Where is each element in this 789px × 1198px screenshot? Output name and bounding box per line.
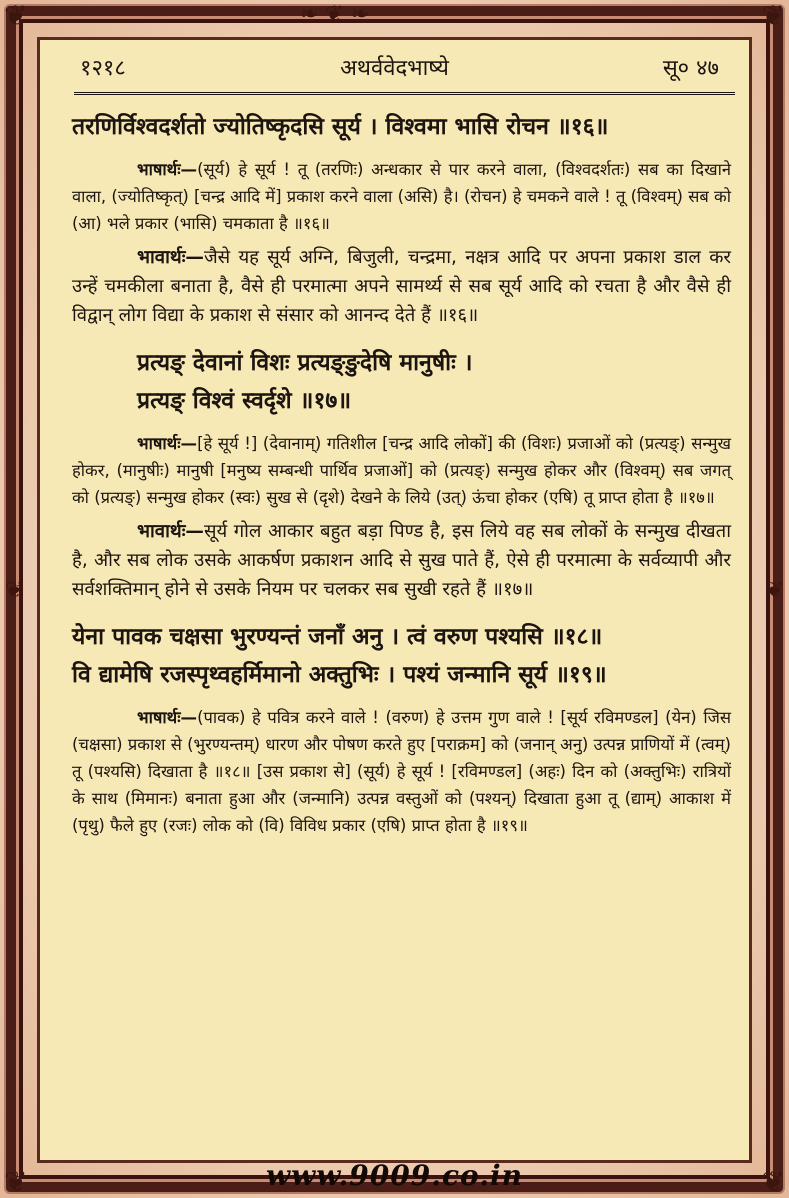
corner-flourish-icon: ❦ bbox=[761, 0, 785, 32]
bhashyartha-17 bbox=[72, 430, 731, 511]
corner-flourish-icon: ❦ bbox=[761, 1165, 785, 1198]
bhavarth-17 bbox=[72, 517, 731, 604]
bhavarth-label: भावार्थः— bbox=[137, 247, 204, 268]
corner-flourish-icon: ❦ bbox=[4, 0, 28, 32]
page-number: १२१८ bbox=[80, 56, 126, 81]
bhashyartha-text: (सूर्य) हे सूर्य ! तू (तरणिः) अन्धकार से पार करने वाला, (विश्वदर्शतः) सब का दिखाने वाला, (ज्योतिष्कृत्) [चन्द्र आदि में] प्रकाश करने वाला (असि) है। (रोचन) हे चमकने वाले ! तू (विश्वम्) सब को (आ) भले प्रकार (भासि) चमकाता है ॥१६॥ bbox=[72, 160, 731, 233]
verse-17-line-1: प्रत्यङ् देवानां विशः प्रत्यङ्ङुदेषि मानुषीः । bbox=[137, 349, 473, 376]
verse-16: तरणिर्विश्वदर्शतो ज्योतिष्कृदसि सूर्य । विश्वमा भासि रोचन ॥१६॥ bbox=[72, 113, 609, 140]
bhashyartha-18-19 bbox=[72, 704, 731, 839]
bhavarth-text: जैसे यह सूर्य अग्नि, बिजुली, चन्द्रमा, नक्षत्र आदि पर अपना प्रकाश डाल कर उन्हें चमकीला बनाता है, वैसे ही परमात्मा अपने सामर्थ्य से सब सूर्य आदि को रचता है और वैसे ही विद्वान् लोग विद्या के प्रकाश से संसार को आनन्द देते हैं ॥१६॥ bbox=[72, 247, 731, 326]
bhashyartha-label: भाषार्थः— bbox=[137, 708, 198, 727]
page-body bbox=[72, 108, 731, 839]
book-page bbox=[37, 37, 752, 1163]
bhashyartha-text: (पावक) हे पवित्र करने वाले ! (वरुण) हे उत्तम गुण वाले ! [सूर्य रविमण्डल] (येन) जिस (चक्षसा) प्रकाश से (भुरण्यन्तम्) धारण और पोषण करते हुए [पराक्रम] को (जनान् अनु) उत्पन्न प्राणियों में (त्वम्) तू (पश्यसि) दिखाता है ॥१८॥ [उस प्रकाश से] (सूर्य) हे सूर्य ! [रविमण्डल] (अहः) दिन को (अक्तुभिः) रात्रियों के साथ (मिमानः) बनाता हुआ और (जन्मानि) उत्पन्न वस्तुओं को (पश्यन्) दिखाता हुआ तू (द्याम्) आकाश में (पृथु) फैले हुए (रजः) लोक को (वि) विविध प्रकार (एषि) प्राप्त होता है ॥१९॥ bbox=[72, 708, 731, 835]
verse-17-line-2: प्रत्यङ् विश्वं स्वर्दृशे ॥१७॥ bbox=[137, 387, 352, 414]
border-flourish-icon: ❦ bbox=[5, 578, 24, 603]
verse-19: वि द्यामेषि रजस्पृथ्वहर्मिमानो अक्तुभिः । पश्यं जन्मानि सूर्य ॥१९॥ bbox=[72, 661, 607, 688]
website-footer: www.9009.co.in bbox=[266, 1159, 523, 1192]
bhavarth-text: सूर्य गोल आकार बहुत बड़ा पिण्ड है, इस लिये वह सब लोकों के सन्मुख दीखता है, और सब लोक उसके आकर्षण प्रकाशन आदि से सुख पाते हैं, ऐसे ही परमात्मा के सर्वव्यापी और सर्वशक्तिमान् होने से उसके नियम पर चलकर सब सुखी रहते हैं ॥१७॥ bbox=[72, 521, 731, 600]
bhashyartha-label: भाषार्थः— bbox=[137, 434, 198, 453]
bhavarth-label: भावार्थः— bbox=[137, 521, 204, 542]
book-title: अथर्ववेदभाष्ये bbox=[340, 56, 449, 81]
bhavarth-16 bbox=[72, 243, 731, 330]
bhashyartha-16 bbox=[72, 156, 731, 237]
bhashyartha-label: भाषार्थः— bbox=[137, 160, 198, 179]
corner-flourish-icon: ❦ bbox=[4, 1165, 28, 1198]
border-flourish-icon: ❦ bbox=[765, 578, 784, 603]
border-flourish-icon: ❧ ❦ ❧ bbox=[300, 2, 370, 27]
bhashyartha-text: [हे सूर्य !] (देवानाम्) गतिशील [चन्द्र आदि लोकों] की (विशः) प्रजाओं को (प्रत्यङ्) सन्मुख होकर, (मानुषीः) मानुषी [मनुष्य सम्बन्धी पार्थिव प्रजाओं] को (प्रत्यङ्) सन्मुख होकर और (विश्वम्) सब जगत् को (प्रत्यङ्) सन्मुख होकर (स्वः) सुख से (दृशे) देखने के लिये (उत्) ऊंचा होकर (एषि) तू प्राप्त होता है ॥१७॥ bbox=[72, 434, 731, 507]
verse-18: येना पावक चक्षसा भुरण्यन्तं जनाँ अनु । त्वं वरुण पश्यसि ॥१८॥ bbox=[72, 623, 603, 650]
sukta-number: सू० ४७ bbox=[662, 56, 719, 81]
header-rule bbox=[74, 92, 735, 95]
page-header bbox=[40, 48, 749, 88]
